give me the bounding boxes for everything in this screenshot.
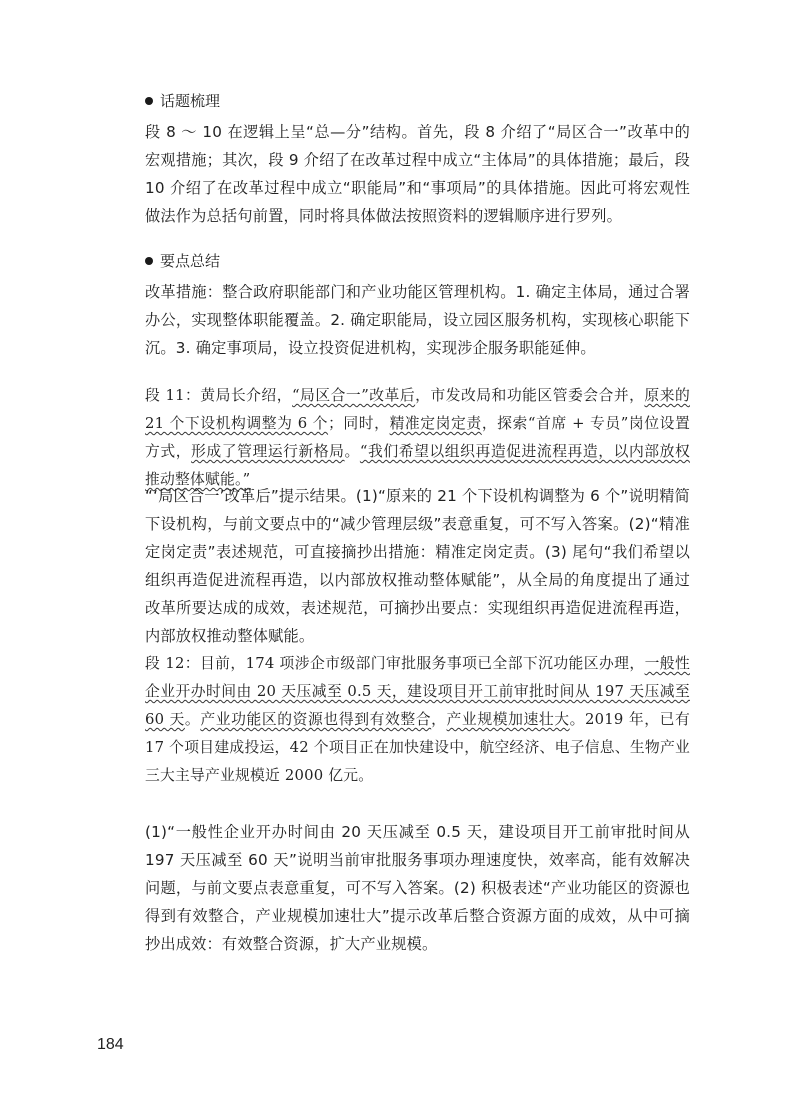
source-paragraph-12 [145, 650, 690, 790]
source-11-part: 。 [344, 443, 360, 460]
source-11-text [145, 382, 690, 494]
source-12-part: 。2019 年，已有 17 个项目建成投运，42 个项目正在加快建设中，航空经济、电子信息、生物产业三大主导产业规模近 2000 亿元。 [145, 711, 690, 784]
source-11-underline: “局区合一”改革后 [292, 387, 416, 404]
topic-heading-text: 话题梳理 [160, 92, 221, 110]
source-12-part: ， [431, 711, 447, 728]
source-paragraph-11 [145, 382, 690, 494]
analysis-12 [145, 818, 690, 958]
summary-section [145, 250, 690, 362]
source-11-underline: 精准定岗定责 [389, 415, 482, 432]
source-11-part: 段 11：黄局长介绍， [145, 387, 292, 404]
bullet-icon [145, 257, 153, 265]
summary-heading [145, 250, 690, 272]
topic-paragraph: 段 8 ～ 10 在逻辑上呈“总—分”结构。首先，段 8 介绍了“局区合一”改革中的宏观措施；其次，段 9 介绍了在改革过程中成立“主体局”的具体措施；最后，段 10 介绍了在改革过程中成立“职能局”和“事项局”的具体措施。因此可将宏观性做法作为总括句前置，同时将具体做法按照资料的逻辑顺序进行罗列。 [145, 123, 690, 225]
source-11-underline: 形成了管理运行新格局 [191, 443, 345, 460]
source-11-part: ，市发改局和功能区管委会合并， [415, 387, 645, 404]
summary-heading-text: 要点总结 [160, 252, 221, 270]
source-11-part: ，探索“首席 + 专员”岗位设置方式， [145, 415, 690, 460]
source-12-part: 。 [184, 711, 201, 728]
source-11-underline: “我们希望以组织再造促进流程再造，以内部放权推动整体赋能。” [145, 443, 690, 488]
source-12-underline: 一般性企业开办时间由 20 天压减至 0.5 天，建设项目开工前审批时间从 197 天压减至 60 天 [145, 655, 690, 728]
source-11-underline: 原来的 21 个下设机构调整为 6 个 [145, 387, 690, 432]
summary-paragraph: 改革措施：整合政府职能部门和产业功能区管理机构。1. 确定主体局，通过合署办公，实现整体职能覆盖。2. 确定职能局，设立园区服务机构，实现核心职能下沉。3. 确定事项局，设立投资促进机构，实现涉企服务职能延伸。 [145, 283, 690, 357]
page-number: 184 [97, 1036, 124, 1053]
analysis-12-text: (1)“一般性企业开办时间由 20 天压减至 0.5 天，建设项目开工前审批时间从 197 天压减至 60 天”说明当前审批服务事项办理速度快，效率高，能有效解决问题，与前文要点表意重复，可不写入答案。(2) 积极表述“产业功能区的资源也得到有效整合，产业规模加速壮大”提示改革后整合资源方面的成效，从中可摘抄出成效：有效整合资源，扩大产业规模。 [145, 823, 690, 953]
topic-heading [145, 90, 690, 112]
source-11-part: ；同时， [328, 415, 390, 432]
source-12-underline: 产业功能区的资源也得到有效整合 [200, 711, 432, 728]
analysis-11 [145, 482, 690, 650]
topic-section [145, 90, 690, 230]
bullet-icon [145, 97, 153, 105]
source-12-text [145, 650, 690, 790]
source-12-part: 段 12：目前，174 项涉企市级部门审批服务事项已全部下沉功能区办理， [145, 655, 645, 672]
analysis-11-text: “‘局区合一’改革后”提示结果。(1)“原来的 21 个下设机构调整为 6 个”说明精简下设机构，与前文要点中的“减少管理层级”表意重复，可不写入答案。(2)“精准定岗定责”表述规范，可直接摘抄出措施：精准定岗定责。(3) 尾句“我们希望以组织再造促进流程再造，以内部放权推动整体赋能”，从全局的角度提出了通过改革所要达成的成效，表述规范，可摘抄出要点：实现组织再造促进流程再造，内部放权推动整体赋能。 [145, 487, 690, 645]
source-12-underline: 产业规模加速壮大 [446, 711, 570, 728]
